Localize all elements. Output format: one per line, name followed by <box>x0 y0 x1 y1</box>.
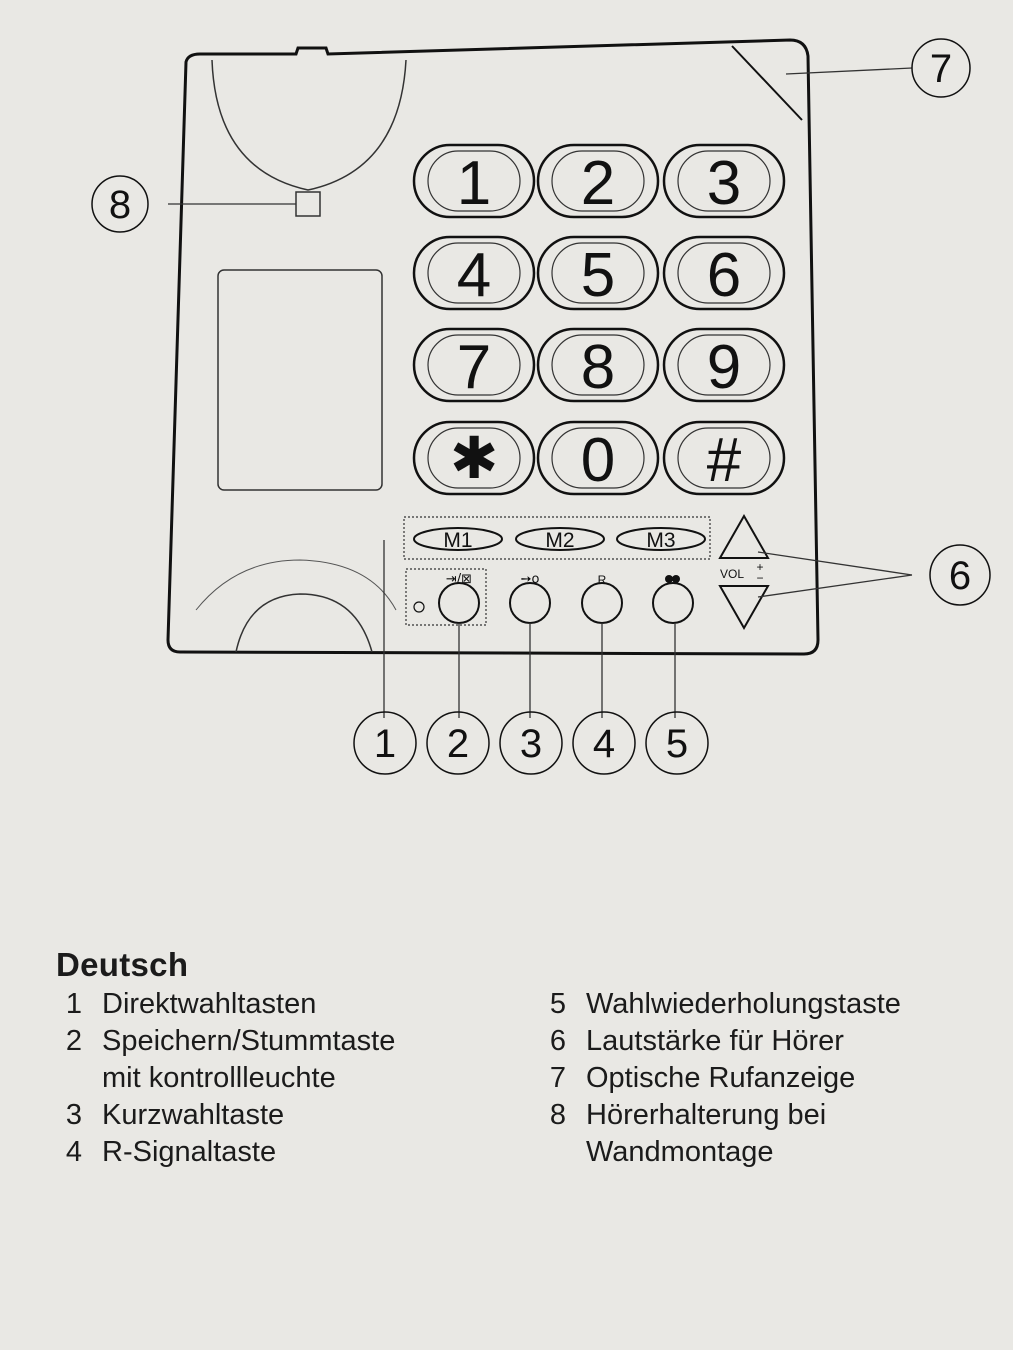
legend-item <box>46 1097 395 1134</box>
callout-4 <box>573 712 635 774</box>
callout-label: 6 <box>948 554 972 598</box>
memory-key-label: M3 <box>646 529 676 552</box>
legend-text: Optische Rufanzeige <box>586 1062 856 1094</box>
legend-number: 6 <box>549 1025 567 1057</box>
legend-item <box>530 986 901 1023</box>
keypad-key-label: 9 <box>706 333 742 402</box>
redial-key[interactable] <box>653 583 693 623</box>
speed-dial-key[interactable] <box>510 583 550 623</box>
keypad-key-label: 6 <box>706 241 742 310</box>
legend-item <box>530 1023 901 1060</box>
handset-cradle-bottom <box>236 594 372 652</box>
redial-icon <box>665 575 680 583</box>
r-signal-label: R <box>597 573 607 587</box>
legend-number: 7 <box>549 1062 567 1094</box>
memory-key-m1[interactable] <box>414 528 502 552</box>
keypad-key-0[interactable] <box>538 422 658 495</box>
keypad-key-label: 1 <box>456 149 492 218</box>
legend-text: Lautstärke für Hörer <box>586 1025 844 1057</box>
legend-number: 1 <box>65 988 83 1020</box>
keypad-key-6[interactable] <box>664 237 784 310</box>
volume-down-key[interactable] <box>720 586 768 628</box>
volume-up-key[interactable] <box>720 516 768 558</box>
legend-right-column <box>530 986 901 1171</box>
keypad-key-label: 7 <box>456 333 492 402</box>
keypad-key-2[interactable] <box>538 145 658 218</box>
keypad-key-label: 2 <box>580 149 616 218</box>
callout-label: 3 <box>519 722 543 766</box>
callout-numbers <box>92 39 990 774</box>
speed-dial-icon: ➙o <box>520 572 540 587</box>
keypad-key-label: 5 <box>580 241 616 310</box>
memory-key-m3[interactable] <box>617 528 705 552</box>
callout-label: 5 <box>665 722 689 766</box>
callout-2 <box>427 712 489 774</box>
memory-key-label: M1 <box>443 529 473 552</box>
callout-6 <box>930 545 990 605</box>
r-signal-key[interactable] <box>582 583 622 623</box>
callout-label: 8 <box>108 183 132 227</box>
callout-3 <box>500 712 562 774</box>
store-mute-key[interactable] <box>439 583 479 623</box>
legend-item <box>46 1023 395 1097</box>
keypad-key-label: 0 <box>580 426 616 495</box>
legend-item <box>46 986 395 1023</box>
store-mute-icon: ⇥/⊠ <box>445 572 473 587</box>
legend-number: 2 <box>65 1025 83 1057</box>
legend-heading: Deutsch <box>56 946 189 983</box>
keypad-key-4[interactable] <box>414 237 534 310</box>
keypad-key-8[interactable] <box>538 329 658 402</box>
callout-8 <box>92 176 148 232</box>
callout-5 <box>646 712 708 774</box>
legend-text: R-Signaltaste <box>102 1136 277 1168</box>
legend-left-column <box>46 986 395 1171</box>
callout-1 <box>354 712 416 774</box>
legend-number: 8 <box>549 1099 567 1131</box>
keypad <box>414 145 784 495</box>
memory-keys <box>414 528 705 552</box>
legend-item <box>46 1134 395 1171</box>
keypad-key-5[interactable] <box>538 237 658 310</box>
keypad-key-label: 8 <box>580 333 616 402</box>
keypad-key-label: # <box>706 426 742 495</box>
keypad-key-✱[interactable] <box>414 422 534 494</box>
keypad-key-7[interactable] <box>414 329 534 402</box>
legend-text: Wahlwiederholungstaste <box>586 988 901 1020</box>
legend-number: 3 <box>65 1099 83 1131</box>
keypad-key-label: 3 <box>706 149 742 218</box>
legend-text: Hörerhalterung bei Wandmontage <box>586 1099 827 1168</box>
callout-label: 1 <box>373 722 397 766</box>
callout-7 <box>912 39 970 97</box>
callout-label: 4 <box>592 722 616 766</box>
control-lamp <box>414 602 424 612</box>
callout-label: 2 <box>446 722 470 766</box>
volume-minus: − <box>756 571 764 585</box>
memory-key-m2[interactable] <box>516 528 604 552</box>
legend-number: 5 <box>549 988 567 1020</box>
memory-key-label: M2 <box>545 529 575 552</box>
volume-plus: + <box>756 560 764 574</box>
legend-item <box>530 1060 901 1097</box>
label-card <box>218 270 382 490</box>
keypad-key-1[interactable] <box>414 145 534 218</box>
keypad-key-3[interactable] <box>664 145 784 218</box>
legend-text: Direktwahltasten <box>102 988 317 1020</box>
legend-text: Speichern/Stummtaste mit kontrollleuchte <box>102 1025 396 1094</box>
legend-item <box>530 1097 901 1171</box>
keypad-key-#[interactable] <box>664 422 784 495</box>
volume-label: VOL <box>719 567 745 581</box>
legend-number: 4 <box>65 1136 83 1168</box>
callout-label: 7 <box>929 47 953 91</box>
handset-cradle-top <box>212 60 406 190</box>
ring-indicator-edge <box>732 46 802 120</box>
legend <box>0 940 1013 1240</box>
keypad-key-label: ✱ <box>449 424 499 492</box>
wall-hook <box>296 192 320 216</box>
legend-text: Kurzwahltaste <box>102 1099 285 1131</box>
keypad-key-label: 4 <box>456 241 492 310</box>
keypad-key-9[interactable] <box>664 329 784 402</box>
